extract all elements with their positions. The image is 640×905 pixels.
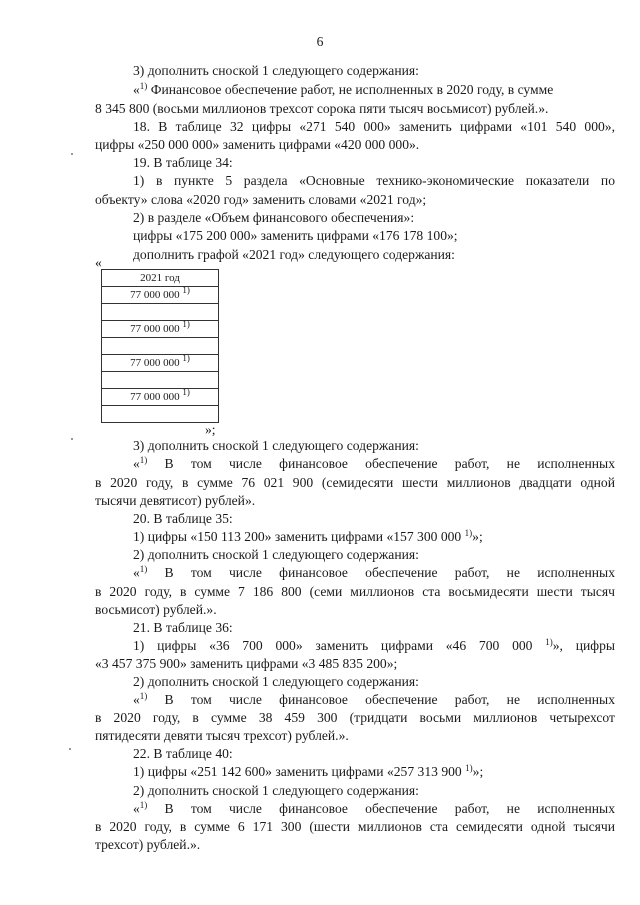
- table-cell: [102, 406, 219, 423]
- text-line: «$^{1)}$ В том числе финансовое обеспечение работ, не исполненных: [133, 800, 615, 816]
- text-line: «$^{1)}$ В том числе финансовое обеспечение работ, не исполненных: [133, 564, 615, 580]
- text-line: дополнить графой «2021 год» следующего содержания:: [133, 247, 455, 262]
- table-cell: [102, 338, 219, 355]
- text-line: 22. В таблице 40:: [133, 746, 233, 761]
- text-line: 19. В таблице 34:: [133, 155, 233, 170]
- text-line: 18. В таблице 32 цифры «271 540 000» заменить цифрами «101 540 000»,: [133, 119, 615, 134]
- quote-close: »;: [205, 422, 216, 437]
- text-line: «3 457 375 900» заменить цифрами «3 485 835 200»;: [95, 656, 398, 671]
- text-line: пятидесяти девяти тысяч трехсот) рублей.».: [95, 728, 349, 743]
- quote-open: «: [95, 255, 102, 270]
- text-line: трехсот) рублей.».: [95, 837, 201, 852]
- table-cell: 77 000 000 $^{1)}$: [102, 287, 219, 304]
- text-line: 1) цифры «150 113 200» заменить цифрами «157 300 000 $^{1)}$»;: [133, 528, 483, 544]
- text-line: тысячи девятисот) рублей».: [95, 493, 256, 508]
- text-line: 3) дополнить сноской 1 следующего содержания:: [133, 63, 419, 78]
- table-header: 2021 год: [102, 270, 219, 287]
- text-line: 2) дополнить сноской 1 следующего содержания:: [133, 547, 419, 562]
- text-line: 2) в разделе «Объем финансового обеспечения»:: [133, 210, 415, 225]
- text-line: в 2020 году, в сумме 76 021 900 (семидесяти шести миллионов двадцати одной: [95, 475, 615, 490]
- text-line: «$^{1)}$ Финансовое обеспечение работ, не исполненных в 2020 году, в сумме: [133, 81, 554, 97]
- text-line: 8 345 800 (восьми миллионов трехсот сорока пяти тысяч восьмисот) рублей.».: [95, 101, 549, 116]
- text-line: 1) цифры «251 142 600» заменить цифрами «257 313 900 $^{1)}$»;: [133, 763, 484, 779]
- scan-dot: [71, 438, 73, 440]
- text-line: цифры «175 200 000» заменить цифрами «176 178 100»;: [133, 228, 458, 243]
- text-line: 21. В таблице 36:: [133, 620, 233, 635]
- inserted-table: [101, 269, 219, 423]
- text-line: в 2020 году, в сумме 6 171 300 (шести миллионов ста семидесяти одной тысячи: [95, 819, 615, 834]
- text-line: «$^{1)}$ В том числе финансовое обеспечение работ, не исполненных: [133, 455, 615, 471]
- table-cell: [102, 372, 219, 389]
- text-line: 2) дополнить сноской 1 следующего содержания:: [133, 674, 419, 689]
- scan-dot: [71, 153, 73, 155]
- text-line: 2) дополнить сноской 1 следующего содержания:: [133, 783, 419, 798]
- text-line: «$^{1)}$ В том числе финансовое обеспечение работ, не исполненных: [133, 691, 615, 707]
- text-line: объекту» слова «2020 год» заменить словами «2021 год»;: [95, 192, 427, 207]
- scan-dot: [69, 748, 71, 750]
- text-line: цифры «250 000 000» заменить цифрами «420 000 000».: [95, 137, 420, 152]
- page-number: 6: [316, 34, 324, 49]
- text-line: в 2020 году, в сумме 7 186 800 (семи миллионов ста восьмидесяти шести тысяч: [95, 584, 615, 599]
- text-line: 3) дополнить сноской 1 следующего содержания:: [133, 438, 419, 453]
- text-line: 1) в пункте 5 раздела «Основные технико-экономические показатели по: [133, 173, 615, 188]
- text-line: в 2020 году, в сумме 38 459 300 (тридцати восьми миллионов четырехсот: [95, 710, 615, 725]
- table-cell: 77 000 000 $^{1)}$: [102, 389, 219, 406]
- table-cell: 77 000 000 $^{1)}$: [102, 321, 219, 338]
- text-line: 1) цифры «36 700 000» заменить цифрами «46 700 000 $^{1)}$», цифры: [133, 637, 616, 653]
- table-cell: [102, 304, 219, 321]
- text-line: 20. В таблице 35:: [133, 511, 233, 526]
- text-line: восьмисот) рублей.».: [95, 602, 217, 617]
- table-cell: 77 000 000 $^{1)}$: [102, 355, 219, 372]
